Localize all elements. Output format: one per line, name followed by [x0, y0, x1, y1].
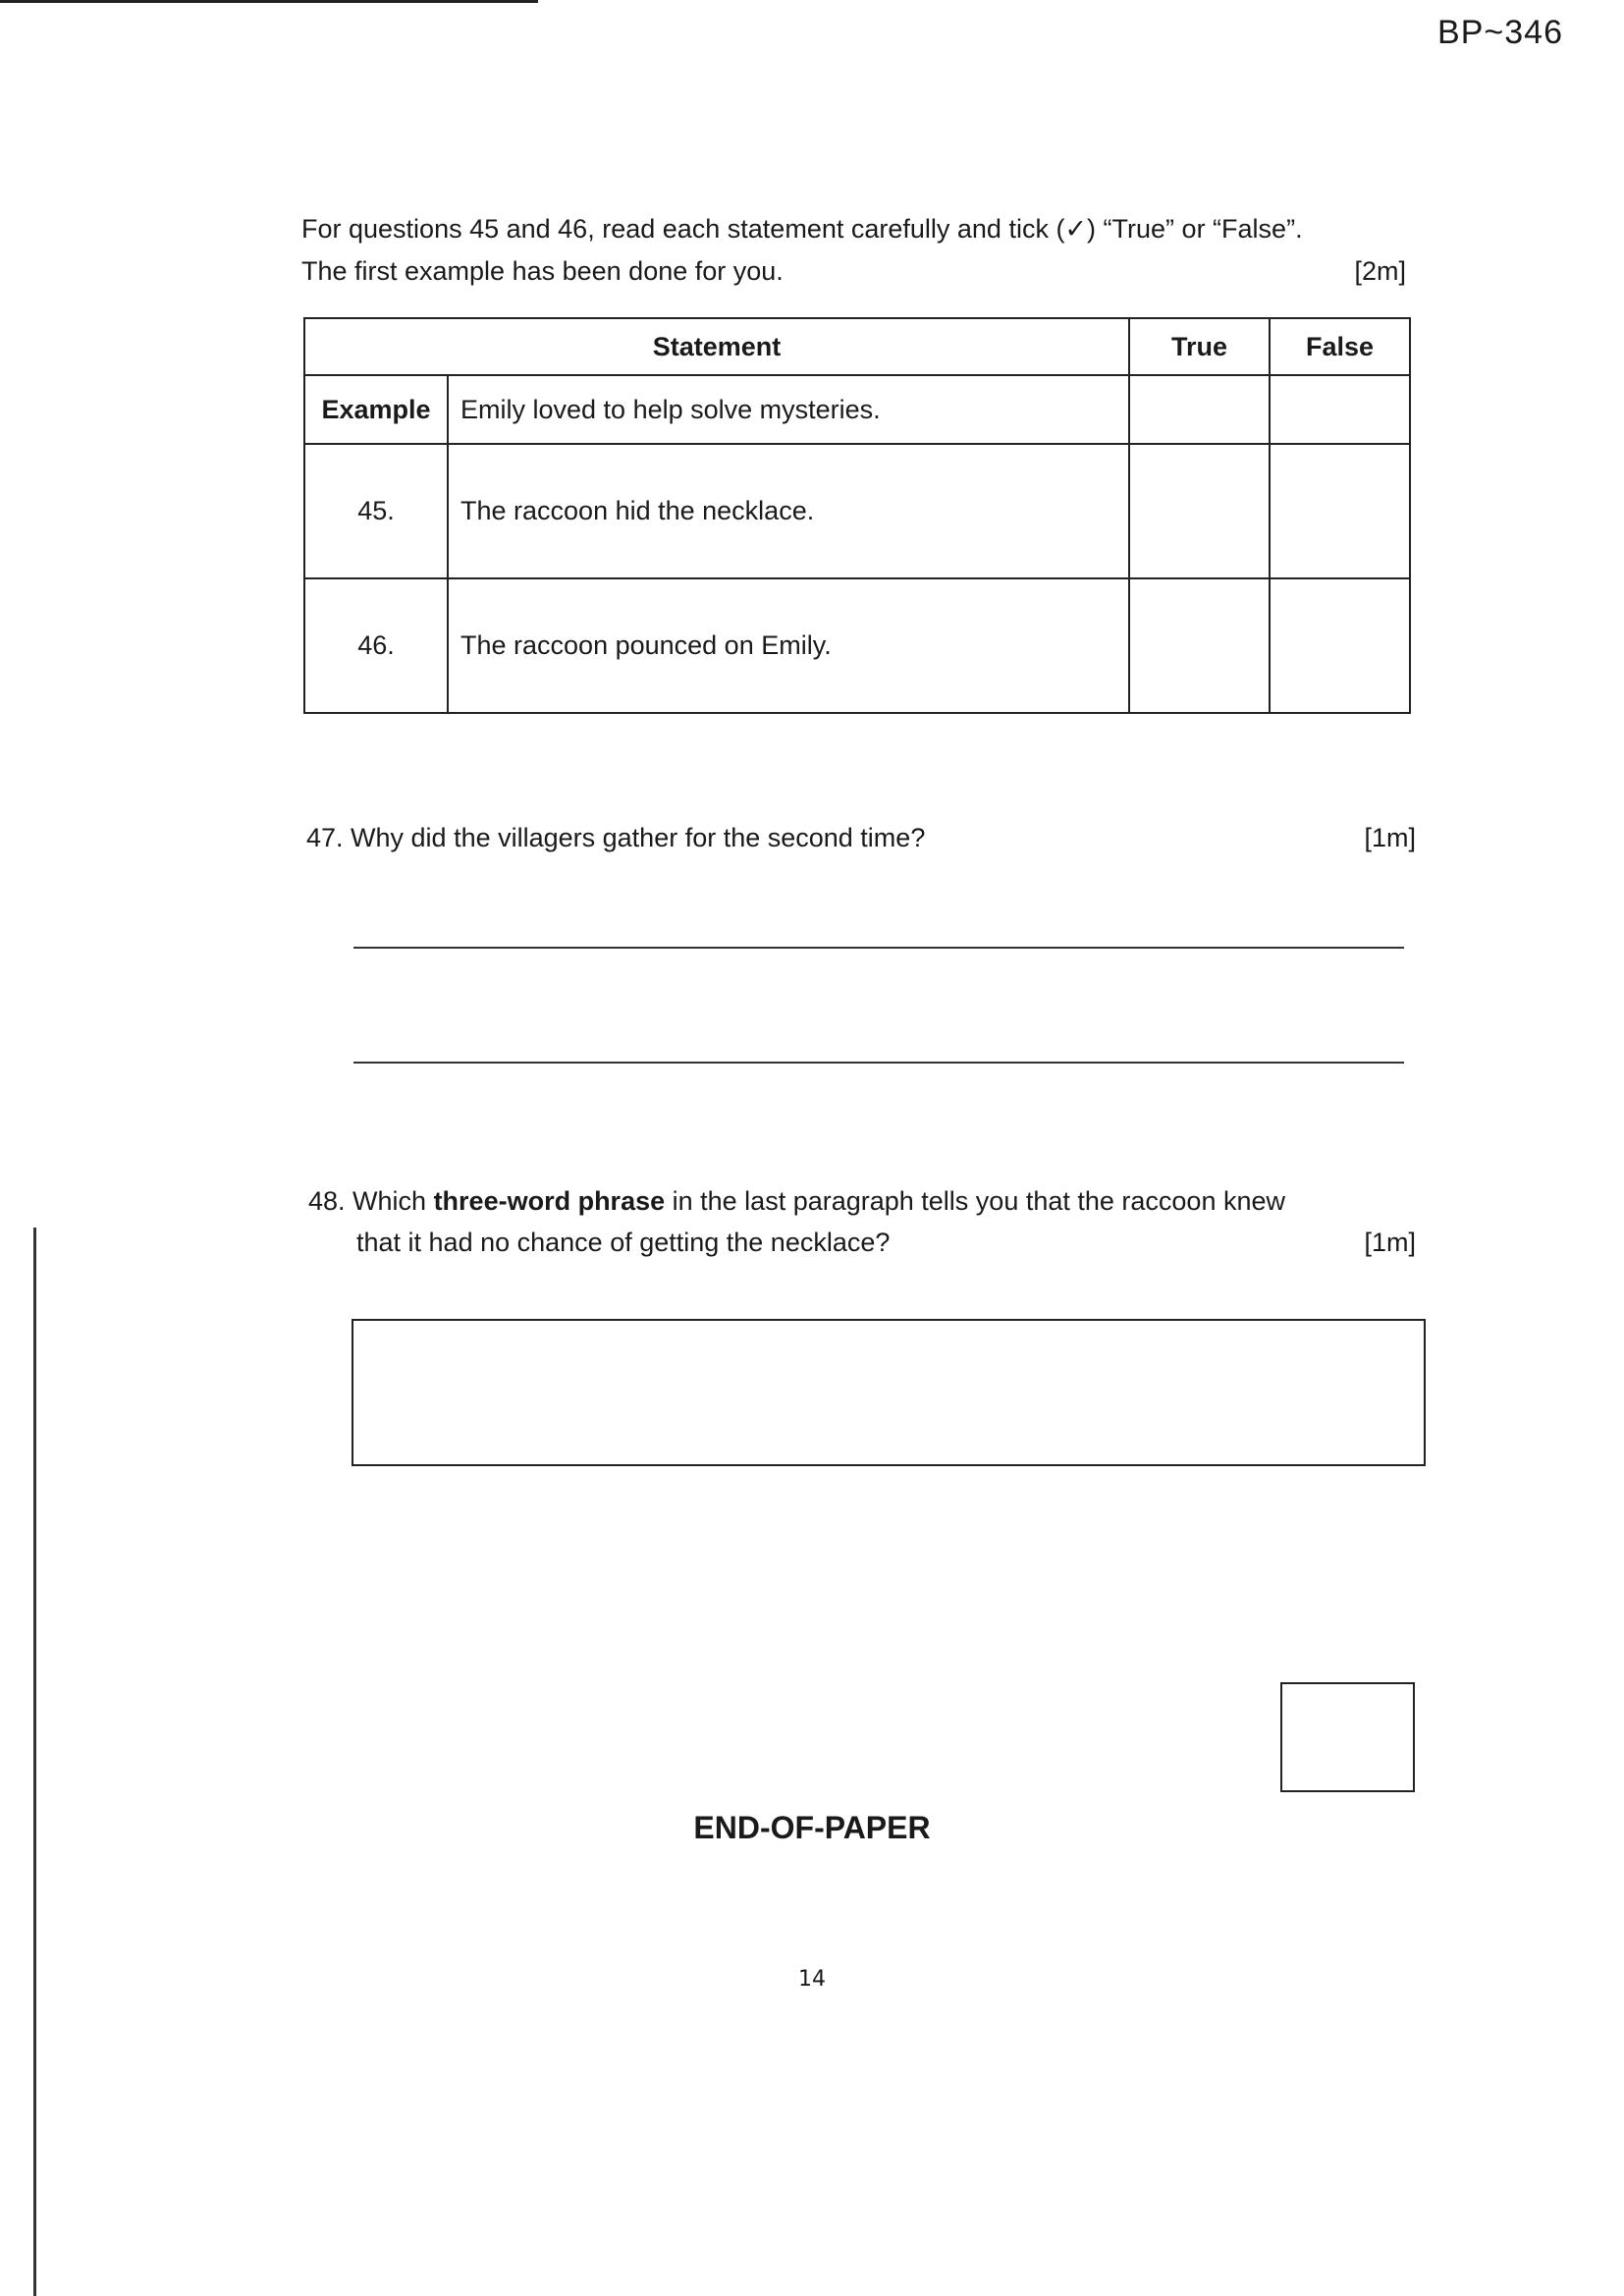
q46-number: 46.	[304, 578, 448, 713]
q48-suffix: in the last paragraph tells you that the raccoon knew	[665, 1186, 1286, 1216]
paper-code: BP~346	[1437, 14, 1563, 51]
marks-box	[1280, 1682, 1415, 1792]
true-false-table	[303, 317, 1411, 714]
q45-false-cell[interactable]	[1270, 444, 1410, 578]
table-row-example	[304, 375, 1410, 444]
header-false: False	[1270, 318, 1410, 375]
table-row-46	[304, 578, 1410, 713]
q47-answer-line-1[interactable]	[353, 947, 1404, 949]
q45-true-cell[interactable]	[1129, 444, 1270, 578]
instructions-line-2	[301, 250, 1406, 293]
q48-line-2	[308, 1222, 1416, 1263]
table-header-row	[304, 318, 1410, 375]
end-of-paper: END-OF-PAPER	[693, 1810, 931, 1845]
q46-true-cell[interactable]	[1129, 578, 1270, 713]
q48-prefix: 48. Which	[308, 1186, 434, 1216]
instructions-line-2-text: The first example has been done for you.	[301, 256, 784, 286]
instructions	[301, 208, 1406, 293]
example-label: Example	[304, 375, 448, 444]
q48-answer-box[interactable]	[352, 1319, 1426, 1466]
instructions-marks: [2m]	[1354, 256, 1406, 286]
header-statement: Statement	[304, 318, 1129, 375]
instructions-line-1: For questions 45 and 46, read each statement carefully and tick (✓) “True” or “False”.	[301, 214, 1303, 244]
example-false-cell[interactable]	[1270, 375, 1410, 444]
table-row-45	[304, 444, 1410, 578]
q46-statement: The raccoon pounced on Emily.	[448, 578, 1129, 713]
q46-false-cell[interactable]	[1270, 578, 1410, 713]
question-48	[308, 1180, 1416, 1263]
q47-marks: [1m]	[1364, 823, 1416, 852]
example-statement: Emily loved to help solve mysteries.	[448, 375, 1129, 444]
q48-line-1	[308, 1180, 1416, 1222]
question-47	[306, 823, 1416, 853]
q45-number: 45.	[304, 444, 448, 578]
q48-bold-phrase: three-word phrase	[433, 1186, 666, 1216]
header-true: True	[1129, 318, 1270, 375]
q47-text: 47. Why did the villagers gather for the second time?	[306, 823, 926, 852]
q48-marks: [1m]	[1364, 1228, 1416, 1257]
q45-statement: The raccoon hid the necklace.	[448, 444, 1129, 578]
q48-line-2-text: that it had no chance of getting the necklace?	[356, 1228, 891, 1257]
left-margin-rule	[33, 1228, 36, 2296]
page-number: 14	[798, 1967, 826, 1992]
example-true-cell[interactable]	[1129, 375, 1270, 444]
q47-answer-line-2[interactable]	[353, 1062, 1404, 1064]
top-edge-rule	[0, 0, 538, 3]
